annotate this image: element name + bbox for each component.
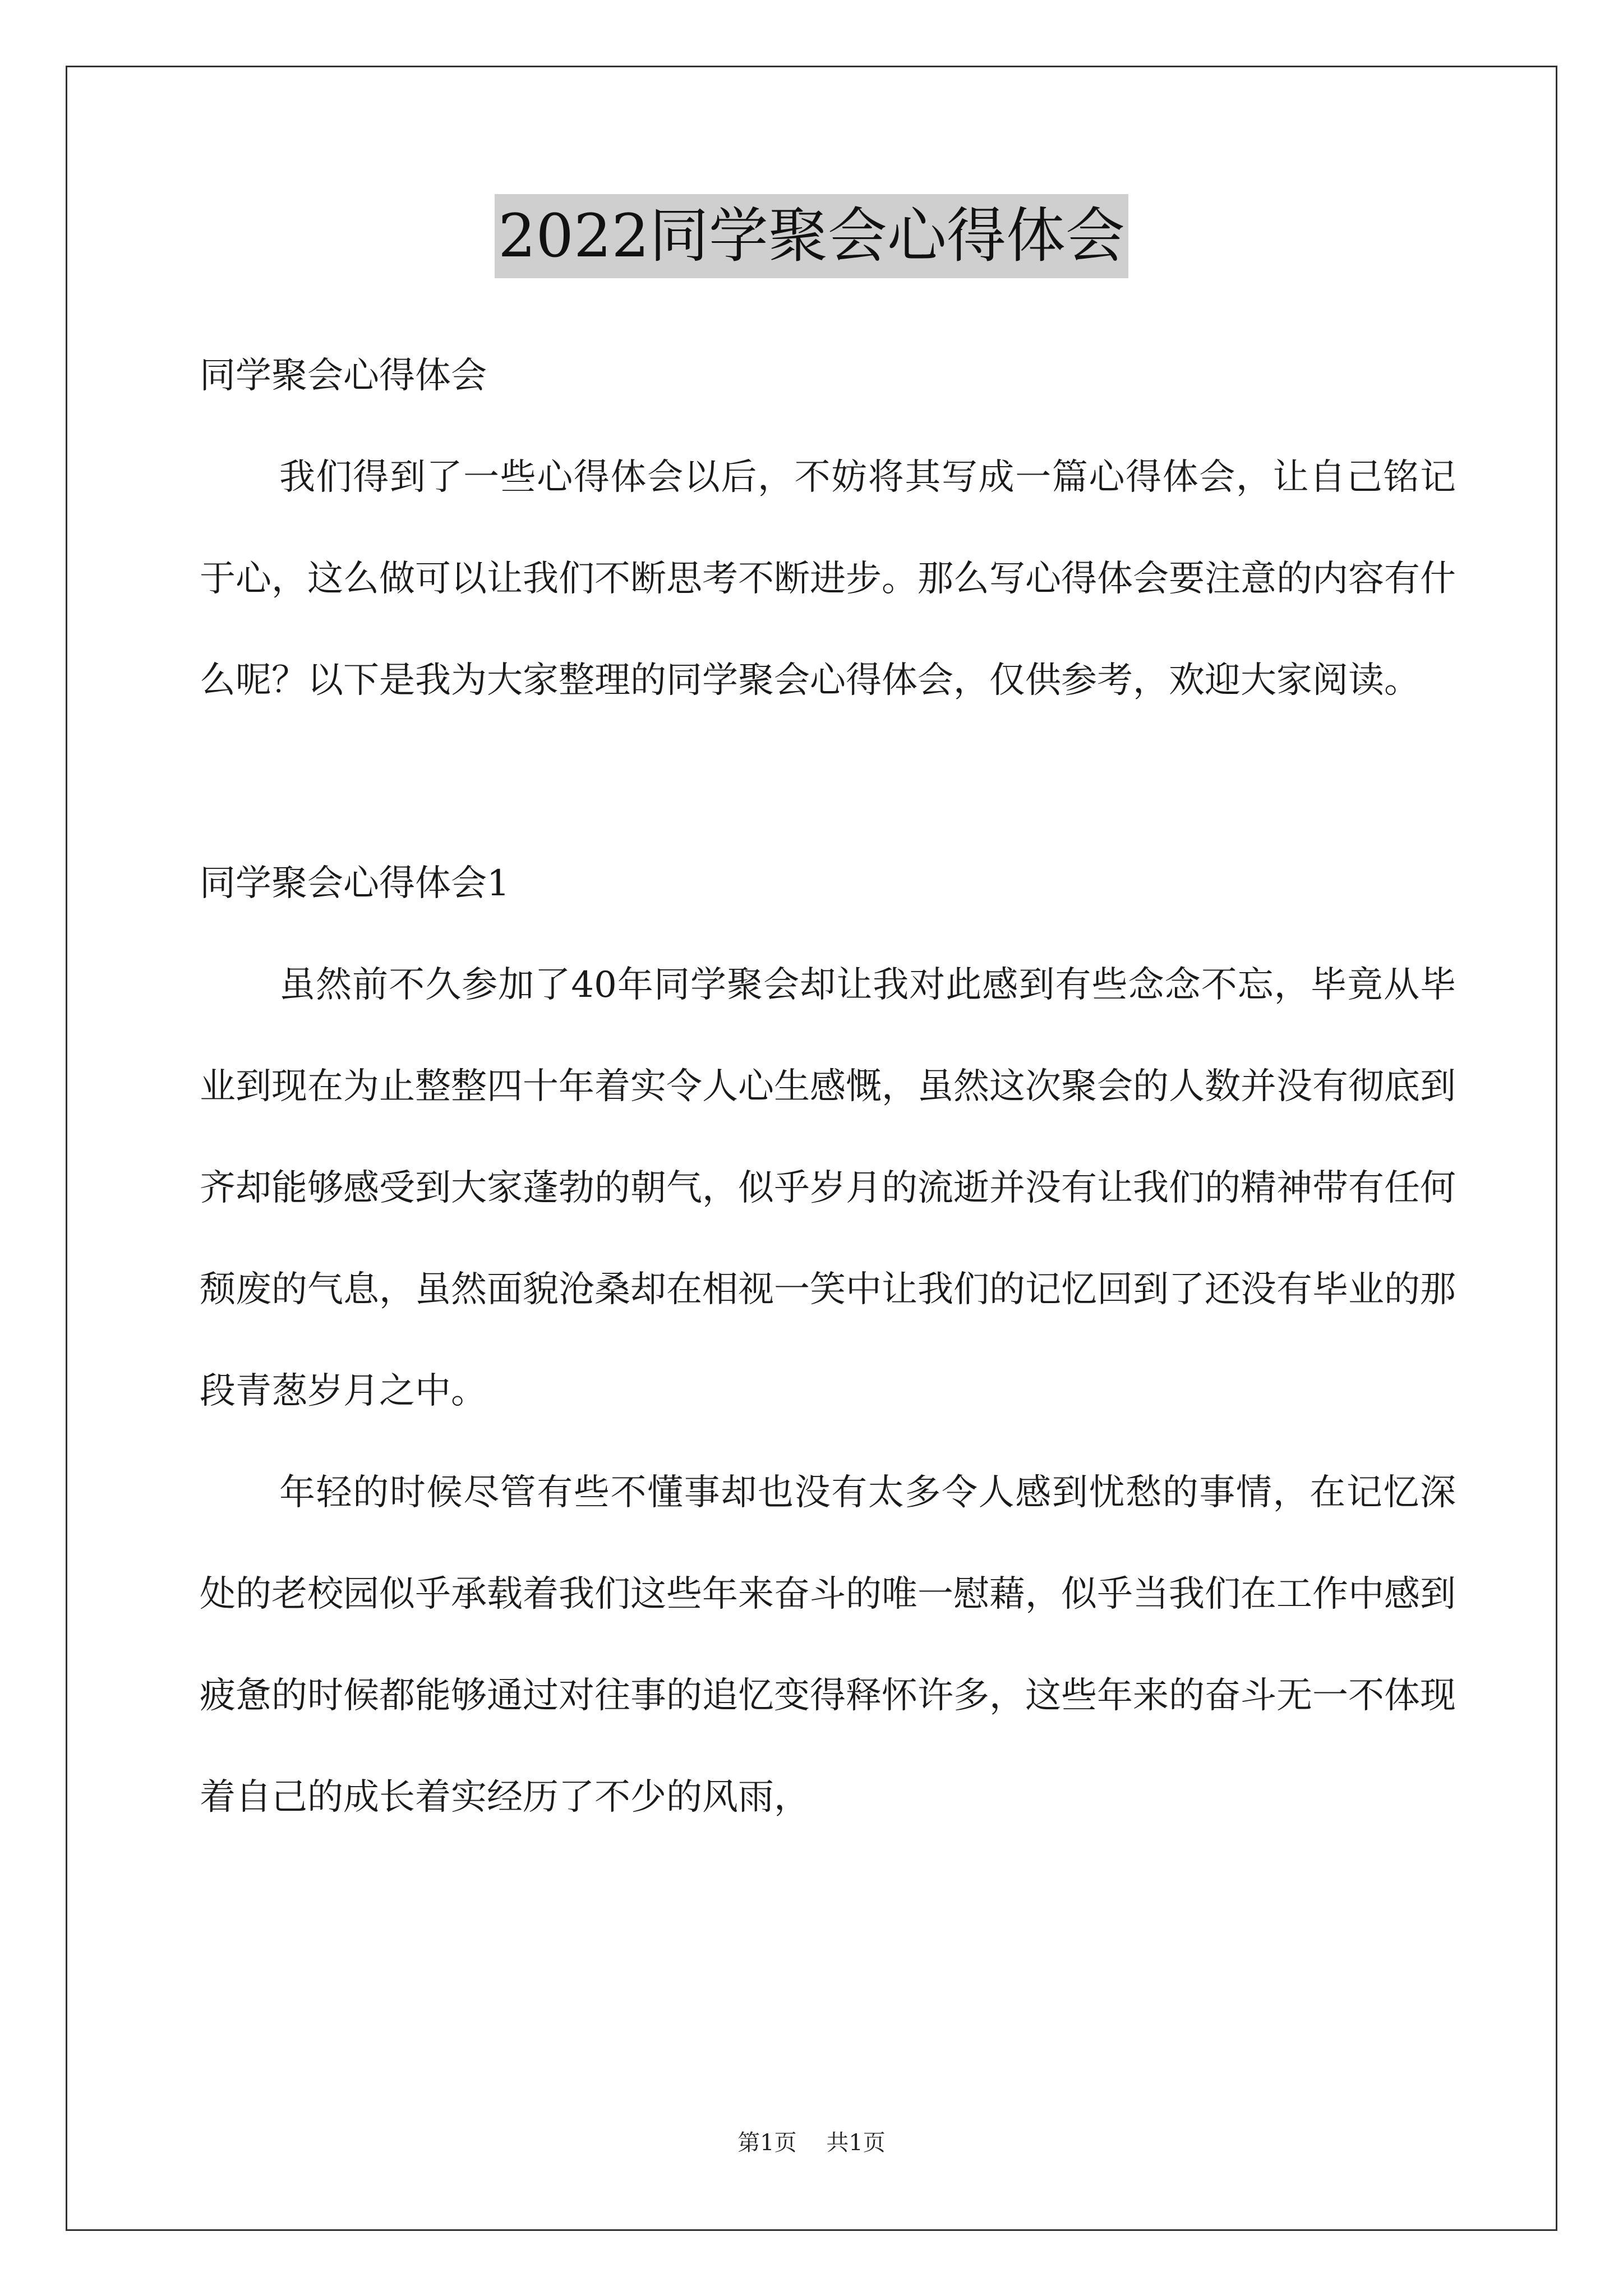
section-paragraph-1: 虽然前不久参加了40年同学聚会却让我对此感到有些念念不忘，毕竟从毕业到现在为止整整四十年着实令人心生感慨，虽然这次聚会的人数并没有彻底到齐却能够感受到大家蓬勃的朝气，似乎岁月的流逝并没有让我们的精神带有任何颓废的气息，虽然面貌沧桑却在相视一笑中让我们的记忆回到了还没有毕业的那段青葱岁月之中。 (200, 964, 1456, 1412)
document-body (200, 325, 1456, 1848)
document-title: 2022同学聚会心得体会 (495, 194, 1128, 278)
paragraph-gap (200, 731, 1456, 833)
section-paragraph-2: 年轻的时候尽管有些不懂事却也没有太多令人感到忧愁的事情，在记忆深处的老校园似乎承载着我们这些年来奋斗的唯一慰藉，似乎当我们在工作中感到疲惫的时候都能够通过对往事的追忆变得释怀许多，这些年来的奋斗无一不体现着自己的成长着实经历了不少的风雨， (200, 1472, 1456, 1818)
section-heading-1: 同学聚会心得体会1 (200, 863, 510, 904)
document-title-block (0, 194, 1623, 278)
page-number-current: 第1页 (737, 2130, 797, 2156)
intro-paragraph: 我们得到了一些心得体会以后，不妨将其写成一篇心得体会，让自己铭记于心，这么做可以让我们不断思考不断进步。那么写心得体会要注意的内容有什么呢？以下是我为大家整理的同学聚会心得体会，仅供参考，欢迎大家阅读。 (200, 457, 1456, 701)
page-number-total: 共1页 (826, 2130, 886, 2156)
page-footer (0, 2126, 1623, 2160)
intro-heading: 同学聚会心得体会 (200, 355, 487, 397)
